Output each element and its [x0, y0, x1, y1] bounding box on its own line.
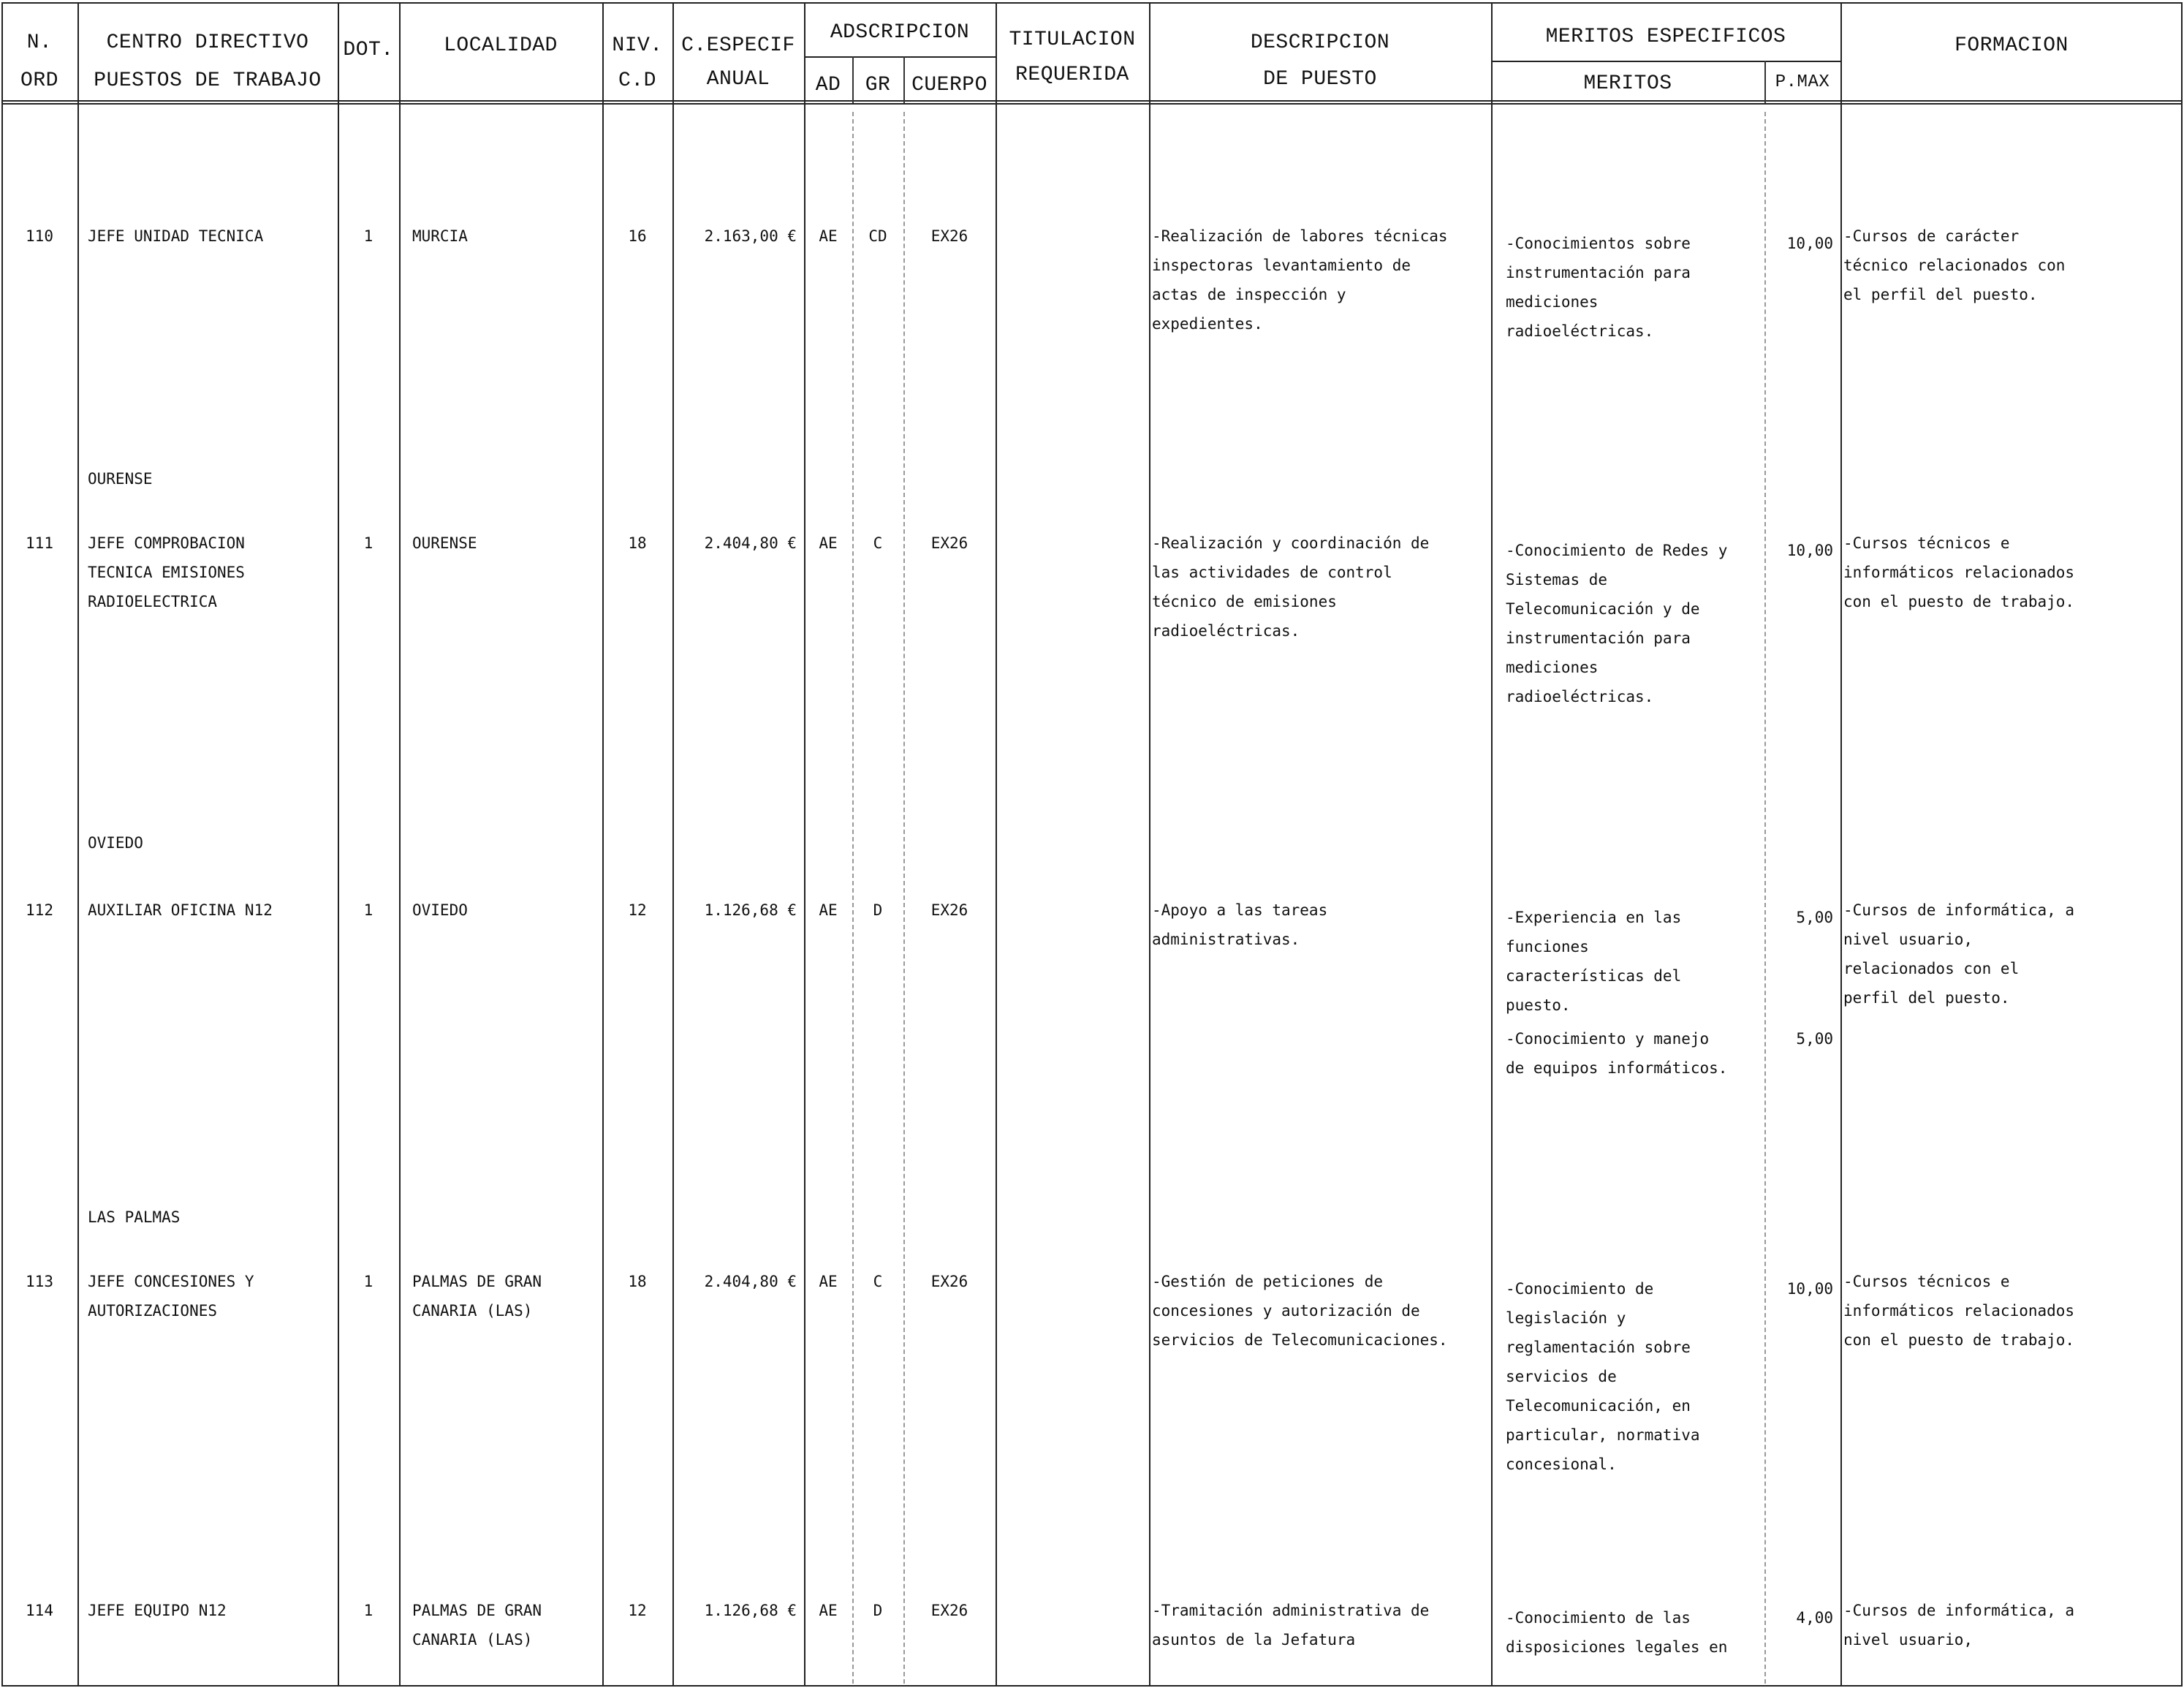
cell-ad: AE — [819, 534, 838, 552]
cell-ad: AE — [819, 227, 838, 245]
cell-cesp: 1.126,68 € — [704, 901, 797, 919]
cell-cesp: 1.126,68 € — [704, 1602, 797, 1619]
document-table — [1, 2, 2183, 1687]
cell-formacion: -Cursos de informática, a nivel usuario, — [1843, 1602, 2075, 1649]
cell-ord: 110 — [26, 227, 53, 245]
cell-cuerpo: EX26 — [930, 1602, 968, 1619]
cell-niv: 16 — [628, 227, 647, 245]
cell-puesto: JEFE EQUIPO N12 — [88, 1602, 227, 1619]
cell-dot: 1 — [363, 901, 374, 919]
header-bottom-line-2 — [1, 103, 2183, 105]
cell-merito: -Conocimientos sobre instrumentación para mediciones radioeléctricas. — [1506, 235, 1691, 340]
cell-gr: C — [873, 1273, 883, 1290]
cell-cesp: 2.404,80 € — [704, 1273, 797, 1290]
col-line — [996, 2, 997, 1687]
cell-ad: AE — [819, 1602, 838, 1619]
header-meritos-especificos: MERITOS ESPECIFICOS — [1545, 26, 1786, 48]
cell-gr: D — [873, 901, 883, 919]
cell-gr: C — [873, 534, 883, 552]
cell-cuerpo: EX26 — [930, 534, 968, 552]
cell-pmax: 10,00 — [1786, 542, 1833, 559]
cell-gr: CD — [868, 227, 887, 245]
cell-merito: -Conocimiento y manejo de equipos informáticos. — [1506, 1030, 1728, 1077]
col-line — [1840, 2, 1842, 1687]
group-label: OURENSE — [88, 470, 153, 488]
header-ord: ORD — [20, 69, 58, 92]
cell-pmax: 10,00 — [1786, 235, 1833, 252]
cell-niv: 18 — [628, 1273, 647, 1290]
cell-formacion: -Cursos técnicos e informáticos relacionados con el puesto de trabajo. — [1843, 1273, 2075, 1349]
cell-cuerpo: EX26 — [930, 1273, 968, 1290]
cell-pmax: 5,00 — [1796, 909, 1833, 926]
cell-merito: -Conocimiento de las disposiciones legales en — [1506, 1609, 1728, 1656]
guide-line — [1764, 112, 1766, 1684]
cell-niv: 12 — [628, 1602, 647, 1619]
col-line — [804, 2, 805, 1687]
cell-descripcion: -Realización y coordinación de las actividades de control técnico de emisiones radioeléctricas. — [1152, 534, 1430, 640]
cell-merito: -Experiencia en las funciones características del puesto. — [1506, 909, 1682, 1014]
header-niv: NIV. — [612, 34, 663, 57]
header-cuerpo: CUERPO — [911, 74, 987, 96]
header-anual: ANUAL — [706, 68, 770, 91]
cell-formacion: -Cursos de informática, a nivel usuario, relacionados con el perfil del puesto. — [1843, 901, 2075, 1007]
col-line — [672, 2, 674, 1687]
cell-localidad: PALMAS DE GRAN CANARIA (LAS) — [412, 1602, 542, 1649]
cell-merito: -Conocimiento de Redes y Sistemas de Telecomunicación y de instrumentación para mediciones radioeléctricas. — [1506, 542, 1728, 705]
header-n: N. — [26, 31, 53, 54]
header-dot: DOT. — [343, 39, 394, 61]
group-label: LAS PALMAS — [88, 1208, 181, 1226]
group-label: OVIEDO — [88, 834, 143, 852]
cell-ord: 113 — [26, 1273, 53, 1290]
cell-cuerpo: EX26 — [930, 901, 968, 919]
header-puestos: PUESTOS DE TRABAJO — [94, 69, 322, 92]
header-localidad: LOCALIDAD — [444, 34, 558, 57]
cell-puesto: JEFE UNIDAD TECNICA — [88, 227, 264, 245]
header-ad: AD — [815, 74, 841, 96]
header-adscripcion: ADSCRIPCION — [830, 21, 970, 44]
cell-localidad: OVIEDO — [412, 901, 468, 919]
cell-localidad: MURCIA — [412, 227, 468, 245]
header-bottom-line — [1, 100, 2183, 102]
col-line — [77, 2, 79, 1687]
cell-cesp: 2.163,00 € — [704, 227, 797, 245]
cell-dot: 1 — [363, 227, 374, 245]
cell-ord: 114 — [26, 1602, 53, 1619]
header-requerida: REQUERIDA — [1015, 64, 1129, 86]
cell-cesp: 2.404,80 € — [704, 534, 797, 552]
cell-formacion: -Cursos de carácter técnico relacionados con el perfil del puesto. — [1843, 227, 2066, 303]
cell-dot: 1 — [363, 534, 374, 552]
cell-niv: 12 — [628, 901, 647, 919]
cell-merito: -Conocimiento de legislación y reglamentación sobre servicios de Telecomunicación, en particular, normativa concesional. — [1506, 1280, 1700, 1473]
col-line — [338, 2, 339, 1687]
adscripcion-subline — [805, 56, 997, 58]
header-formacion: FORMACION — [1954, 34, 2069, 57]
header-de-puesto: DE PUESTO — [1263, 68, 1377, 91]
cell-puesto: JEFE COMPROBACION TECNICA EMISIONES RADIOELECTRICA — [88, 534, 245, 610]
cell-descripcion: -Apoyo a las tareas administrativas. — [1152, 901, 1328, 948]
cell-dot: 1 — [363, 1273, 374, 1290]
header-cd: C.D — [618, 69, 656, 92]
cell-descripcion: -Realización de labores técnicas inspectoras levantamiento de actas de inspección y expedientes. — [1152, 227, 1448, 333]
cell-niv: 18 — [628, 534, 647, 552]
cell-descripcion: -Tramitación administrativa de asuntos de la Jefatura — [1152, 1602, 1430, 1649]
cell-ord: 111 — [26, 534, 53, 552]
cell-descripcion: -Gestión de peticiones de concesiones y autorización de servicios de Telecomunicaciones. — [1152, 1273, 1448, 1349]
cell-cuerpo: EX26 — [930, 227, 968, 245]
header-titulacion: TITULACION — [1009, 29, 1136, 51]
cell-puesto: AUXILIAR OFICINA N12 — [88, 901, 273, 919]
header-cespecif: C.ESPECIF — [681, 34, 795, 57]
cell-puesto: JEFE CONCESIONES Y AUTORIZACIONES — [88, 1273, 254, 1320]
col-line — [1149, 2, 1150, 1687]
cell-localidad: OURENSE — [412, 534, 477, 552]
header-pmax: P.MAX — [1775, 72, 1830, 92]
col-line — [399, 2, 401, 1687]
cell-formacion: -Cursos técnicos e informáticos relacionados con el puesto de trabajo. — [1843, 534, 2075, 610]
header-meritos: MERITOS — [1583, 72, 1672, 95]
header-centro: CENTRO DIRECTIVO — [106, 31, 309, 54]
cell-localidad: PALMAS DE GRAN CANARIA (LAS) — [412, 1273, 542, 1320]
col-line — [602, 2, 604, 1687]
cell-gr: D — [873, 1602, 883, 1619]
cell-ord: 112 — [26, 901, 53, 919]
cell-pmax: 5,00 — [1796, 1030, 1833, 1048]
header-descripcion: DESCRIPCION — [1250, 31, 1390, 54]
meritos-subline — [1493, 61, 1842, 62]
col-line — [1491, 2, 1493, 1687]
cell-dot: 1 — [363, 1602, 374, 1619]
cell-ad: AE — [819, 901, 838, 919]
cell-pmax: 10,00 — [1786, 1280, 1833, 1298]
cell-ad: AE — [819, 1273, 838, 1290]
header-gr: GR — [865, 74, 891, 96]
cell-pmax: 4,00 — [1796, 1609, 1833, 1627]
